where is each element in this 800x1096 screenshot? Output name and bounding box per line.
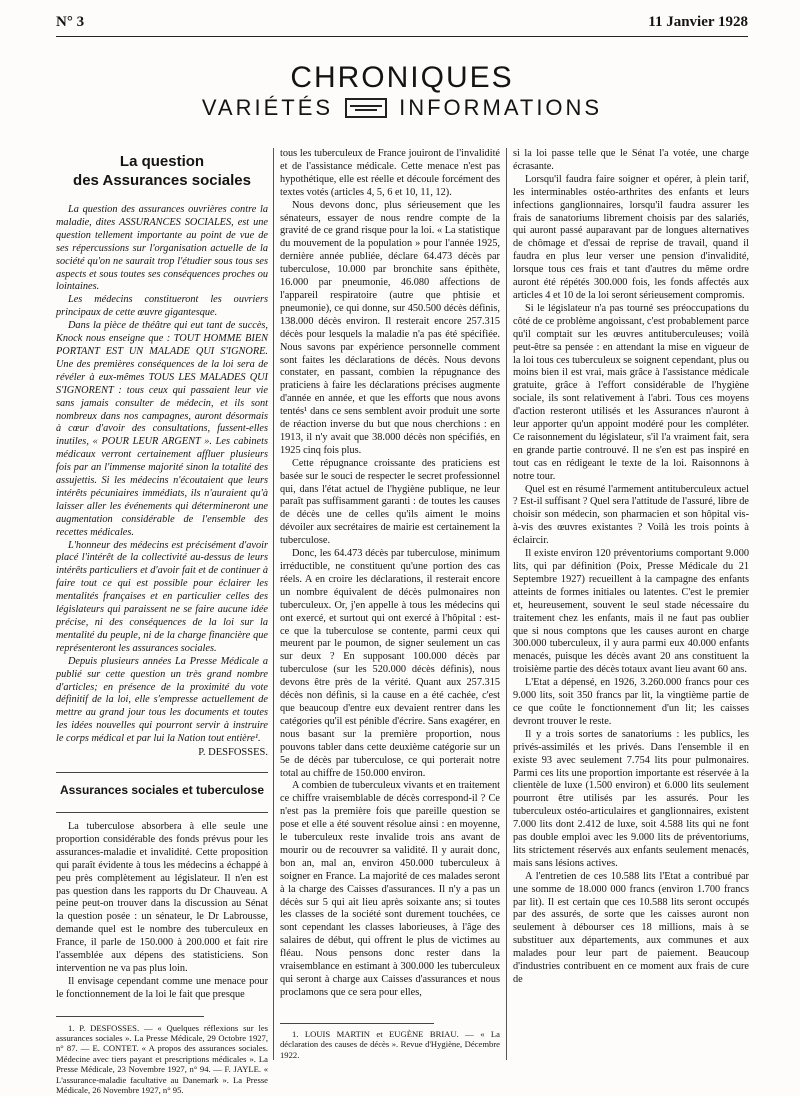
title-line: des Assurances sociales: [73, 172, 251, 189]
paragraph: Donc, les 64.473 décès par tuberculose, minimum irréductible, ne constituent qu'une portion des cas réels. A en croire les déclarations, il resterait encore un nombre équivalent de décès pulmonaires non tuberculeux. Or, j'en appelle à tous les médecins qui ont exercé, et surtout qui ont exercé à l'hôpital : est-ce que la tuberculose se contente, parmi ceux qui meurent par le poumon, de signer seulement un cas sur deux ? En supposant 100.000 décès par tuberculose (sur les 520.000 décès définis), nous devons être près de la vérité. Quant aux 257.315 décès non définis, si la cause en a été cachée, c'est que beaucoup d'entre eux devaient rentrer dans les catégories qu'il est pénible d'écrire. Sans exagérer, en nous basant sur la première proportion, nous pouvons tabler dans cette deuxième catégorie sur un 5e de décès par tuberculose, ce qui porterait notre total au chiffre de 150.000 environ.: [280, 548, 500, 779]
section-rule: [56, 812, 268, 813]
masthead: [56, 62, 748, 122]
masthead-left: VARIÉTÉS: [201, 95, 334, 120]
column-3: [513, 148, 749, 987]
masthead-title: CHRONIQUES: [290, 61, 514, 94]
paragraph: La tuberculose absorbera à elle seule une proportion considérable des fonds prévus pour les assurances-maladie et invalidité. Cette proposition qui paraît évidente à tous les médecins a échappé à peu près complètement au législateur. Il n'en est pas question dans les rapports du Dr Chauveau. A peine peut-on trouver dans la discussion au Sénat la question posée : un sénateur, le Dr Labrousse, demande quel est le nombre des tuberculeux en France, il parle de 150.000 à 200.000 et fait rire l'assemblée aux dépens des statisticiens. Son intervention ne va pas plus loin.: [56, 820, 268, 974]
issue-number: N° 3: [56, 14, 85, 30]
article-title: [56, 152, 268, 190]
paragraph: L'Etat a dépensé, en 1926, 3.260.000 francs pour ces 9.000 lits, soit 350 francs par lit, la vingtième partie de ce que coûte le fonctionnement d'un lit; les caisses devront trouver le reste.: [513, 677, 749, 727]
paragraph: Si le législateur n'a pas tourné ses préoccupations du côté de ce problème angoissant, c'est probablement parce qu'il comptait sur les œuvres antituberculeuses; voilà peut-être sa pensée : en attendant la mise en vigueur de la loi tous ces tuberculeux se soignent cependant, plus ou moins bien il est vrai, mais grâce à l'assistance médicale gratuite, grâce à l'effort considérable de l'hygiène sociale, ils sont relativement à l'abri. Tous ces moyens d'action resteront utilisés et les Assurances n'auront à leur apporter qu'un appoint modéré pour les compléter. Ce raisonnement du législateur, s'il l'a vraiment fait, sera en grande partie controuvé. Il ne s'en est pas inspiré en tout cas en rédigeant le texte de la loi. Raisonnons à notre tour.: [513, 302, 749, 482]
footnote-block: [280, 1023, 500, 1060]
title-line: La question: [119, 153, 205, 170]
paragraph: Il existe environ 120 préventoriums comportant 9.000 lits, qui par définition (Poix, Presse Médicale du 21 Septembre 1927) recueillent à la campagne des enfants atteints de formes initiales ou latentes. C'est le premier et, heureusement, souvent le seul stade nécessaire du traitement chez les enfants, mais il ne faut pas oublier que si nous comptons que les causes auront en charge 300.000 tuberculeux, il y aura parmi eux 40.000 enfants menacés, puisque les décès avant 20 ans constituent la troisième partie des décès totaux avant lieu avant 60 ans.: [513, 548, 749, 676]
paragraph: La question des assurances ouvrières contre la maladie, dites ASSURANCES SOCIALES, est une question tellement importante au point de vue de ses répercussions sur l'organisation actuelle de la société qu'on ne saurait trop l'étudier sous tous ses aspects et sous toutes ses conséquences proches ou lointaines.: [56, 204, 268, 293]
paragraph: L'honneur des médecins est précisément d'avoir placé l'intérêt de la collectivité au-dessus de leurs intérêts particuliers et d'avoir fait et de continuer à faire tout ce qui est possible pour éclairer les mentalités françaises et en particulier celles des législateurs qui paraissent ne se faire aucune idée précise, ni des conséquences de la loi sur la mentalité du peuple, ni de la charge financière que représenteront les assurances sociales.: [56, 539, 268, 654]
footnote: 1. P. DESFOSSES. — « Quelques réflexions sur les assurances sociales ». La Presse Médicale, 29 Octobre 1927, n° 87. — E. CONTET. « A propos des assurances sociales. Médecine avec tiers payant et prescriptions médicales ». La Presse Médicale, 23 Novembre 1927, n° 94. — F. JAYLE. « L'assurance-maladie facultative au Danemark ». La Presse Médicale, 26 Novembre 1927, n° 95.: [56, 1022, 268, 1096]
signature: P. DESFOSSES.: [198, 747, 268, 759]
paragraph: Lorsqu'il faudra faire soigner et opérer, à plein tarif, les interminables ostéo-arthrites des enfants et leurs infections ganglionnaires, lorsqu'il faudra assurer les frais de sanatoriums librement choisis par des salariés, qui auront passé auparavant par de longues alternatives de chômage et d'essai de reprise de travail, quand il faudra en plus leur verser une pension d'invalidité, lorsque tous ces frais et tant d'autres du même ordre auront été répétés 300.000 fois, les fonds affectés aux articles 4 et 10 de la loi seront sérieusement compromis.: [513, 173, 749, 301]
paragraph: Il y a trois sortes de sanatoriums : les publics, les privés-assimilés et les privés. Dans l'ensemble il en existe 93 avec seulement 7.754 lits pour pulmonaires. Parmi ces lits une proportion importante est réservée à la clientèle de luxe (1.500 environ) et 6.000 lits seulement pourront être utilisés par les assurés. Pour les tuberculeux ostéo-articulaires et ganglionnaires, existent 7.000 lits dont 2.412 de luxe, soit 4.588 lits qui ne font pas double emploi avec les 9.000 lits de préventoriums, lits strictement réservés aux enfants seulement menacés, mais sans lésions actives.: [513, 728, 749, 869]
paragraph: A combien de tuberculeux vivants et en traitement ce chiffre vraisemblable de décès correspond-il ? Ce n'est pas la première fois que pareille question se pose et elle a été souvent résolue ainsi : en moyenne, le tuberculeux reste invalide trois ans avant de mourir ou de recouvrer sa validité. Il y aurait donc, bon an, mal an, environ 450.000 tuberculeux à soigner en France. La majorité de ces malades seront à la charge des Caisses d'assurances. Il n'y a pas un décès sur 5 qui ait lieu après soixante ans; si toutes les classes de la société sont durement touchées, ce sont cependant les classes laborieuses, à l'âge des salaires de début, qui offrent le plus de victimes au fléau. Nous pensons donc rester dans la vraisemblance en estimant à 300.000 les tuberculeux qui seront à charge aux Caisses d'assurances et nous proclamons que ce sera pour elles,: [280, 780, 500, 998]
paragraph: Depuis plusieurs années La Presse Médicale a publié sur cette question un très grand nombre d'articles; en présence de la proximité du vote définitif de la loi, elle s'empresse actuellement de mettre au grand jour tous les documents et toutes les idées nouvelles qui pourront servir à instruire le corps médical et par lui la Nation tout entière¹.: [56, 655, 268, 745]
paragraph: A l'entretien de ces 10.588 lits l'Etat a contribué par une somme de 18.000 000 francs (environ 1.700 francs par lit). Il est certain que ces 10.588 lits seront occupés par des assurés, de sorte que les caisses auront non seulement à débourser ces 18 millions, mais à se substituer aux départements, aux communes et aux malades pour leur part de paiement. Beaucoup d'industries contribuent en ce moment aux frais de cure de: [513, 870, 749, 985]
column-2: [280, 148, 500, 1000]
paragraph: tous les tuberculeux de France jouiront de l'invalidité et de l'assistance médicale. Cette menace n'est pas hypothétique, elle est réelle et découle forcément des textes votés (articles 4, 5, 6 et 10, 11, 12).: [280, 148, 500, 198]
section-rule: [56, 772, 268, 773]
header-rule: [56, 36, 748, 37]
paragraph: Dans la pièce de théâtre qui eut tant de succès, Knock nous enseigne que : TOUT HOMME BIEN PORTANT EST UN MALADE QUI S'IGNORE. Une des premières conséquences de la loi sera de révéler à eux-mêmes TOUS LES MALADES QUI S'IGNORENT : tous ceux qui passaient leur vie sans jamais consulter de médecin, et ils sont nombreux dans nos campagnes, auront désormais à cœur d'avoir des consultations, fussent-elles inutiles, « POUR LEUR ARGENT ». Les cabinets médicaux verront certainement affluer plusieurs fois par an l'immense majorité sinon la totalité des assujettis. Si les médecins n'écoutaient que leurs intérêts pécuniaires immédiats, ils n'auraient qu'à laisser aller les événements qui détermineront une augmentation considérable de l'ensemble des recettes médicales.: [56, 320, 268, 538]
masthead-subtitle: [56, 94, 748, 122]
ornament-icon: [345, 98, 387, 118]
masthead-right: INFORMATIONS: [399, 95, 603, 120]
paragraph: Cette répugnance croissante des praticiens est basée sur le souci de respecter le secret professionnel qui, dans l'état actuel de l'hygiène publique, ne leur paraît pas suffisamment garanti : de toutes les causes de décès une de celles qu'ils aiment le moins dévoiler aux secrétaires de mairie est certainement la tuberculose.: [280, 457, 500, 547]
footnote-rule: [56, 1016, 204, 1017]
column-1: [56, 148, 268, 1096]
article-body: [56, 204, 268, 746]
page-header: [56, 14, 748, 34]
paragraph: Il envisage cependant comme une menace pour le fonctionnement de la loi le fait que presque: [56, 975, 268, 1000]
footnote: 1. LOUIS MARTIN et EUGÈNE BRIAU. — « La déclaration des causes de décès ». Revue d'Hygiène, Décembre 1922.: [280, 1029, 500, 1060]
paragraph: si la loi passe telle que le Sénat l'a votée, une charge écrasante.: [513, 148, 749, 172]
section-title: Assurances sociales et tuberculose: [59, 782, 265, 797]
issue-date: 11 Janvier 1928: [648, 14, 748, 30]
paragraph: Les médecins constitueront les ouvriers principaux de cette œuvre gigantesque.: [56, 294, 268, 319]
footnote-rule: [280, 1023, 434, 1024]
paragraph: Nous devons donc, plus sérieusement que les sénateurs, essayer de nous rendre compte de la gravité de ce grand risque pour la loi. « La statistique du mouvement de la population » pour l'année 1925, dernière année publiée, déclare 64.473 décès par tuberculose, 10.000 par bronchite sans épithète, 16.000 par pneumonie, 46.080 affections de l'appareil respiratoire (autre que phtisie et pneumonie), ce qui donne, sur 450.500 décès définis, 138.000 décès environ. Il resterait encore 257.315 décès pour lesquels la maladie n'a pas été spécifiée. Nous savons par expérience personnelle comment sont faites les déclarations de décès. Nous devons constater, en passant, combien la répugnance des praticiens à faire les déclarations précises augmente d'année en année, et que les efforts que nous avons tentés¹ dans ce sens semblent avoir produit une sorte de réaction inverse du but que nous cherchions : en 1913, il n'y avait que 38.000 décès non spécifiés, en 1925 cinq fois plus.: [280, 199, 500, 456]
paragraph: Quel est en résumé l'armement antituberculeux actuel ? Est-il suffisant ? Quel sera l'attitude de l'assuré, libre de choisir son médecin, son pharmacien et son hôpital vis-à-vis des œuvres existantes ? Voilà les trois points à éclaircir.: [513, 483, 749, 547]
column-divider: [506, 148, 507, 1060]
column-divider: [273, 148, 274, 1060]
